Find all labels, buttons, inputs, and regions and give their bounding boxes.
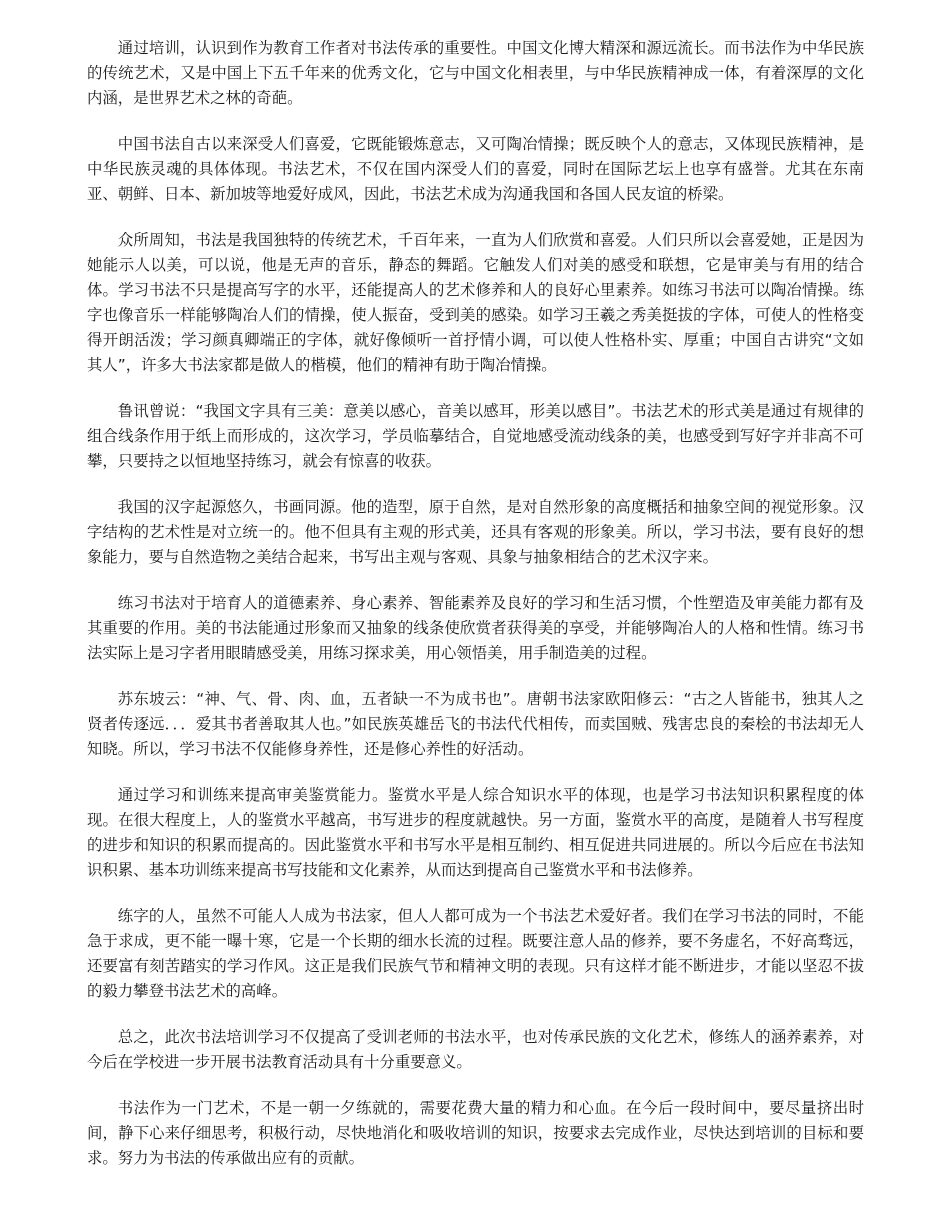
paragraph: 总之，此次书法培训学习不仅提高了受训老师的书法水平，也对传承民族的文化艺术，修练人的涵养素养，对今后在学校进一步开展书法教育活动具有十分重要意义。 — [87, 1028, 864, 1071]
paragraph: 鲁讯曾说：“我国文字具有三美：意美以感心，音美以感耳，形美以感目”。书法艺术的形式美是通过有规律的组合线条作用于纸上而形成的，这次学习，学员临摹结合，自觉地感受流动线条的美，也感受到写好字并非高不可攀，只要持之以恒地坚持练习，就会有惊喜的收获。 — [87, 402, 864, 470]
paragraph: 练习书法对于培育人的道德素养、身心素养、智能素养及良好的学习和生活习惯，个性塑造及审美能力都有及其重要的作用。美的书法能通过形象而又抽象的线条使欣赏者获得美的享受，并能够陶冶人的人格和性情。练习书法实际上是习字者用眼睛感受美，用练习探求美，用心领悟美，用手制造美的过程。 — [87, 594, 864, 662]
paragraph: 通过培训，认识到作为教育工作者对书法传承的重要性。中国文化博大精深和源远流长。而书法作为中华民族的传统艺术，又是中国上下五千年来的优秀文化，它与中国文化相表里，与中华民族精神成一体，有着深厚的文化内涵，是世界艺术之林的奇葩。 — [87, 39, 864, 107]
paragraph: 通过学习和训练来提高审美鉴赏能力。鉴赏水平是人综合知识水平的体现，也是学习书法知识积累程度的体现。在很大程度上，人的鉴赏水平越高，书写进步的程度就越快。另一方面，鉴赏水平的高度，是随着人书写程度的进步和知识的积累而提高的。因此鉴赏水平和书写水平是相互制约、相互促进共同进展的。所以今后应在书法知识积累、基本功训练来提高书写技能和文化素养，从而达到提高自己鉴赏水平和书法修养。 — [87, 786, 864, 879]
document-body — [87, 36, 864, 1192]
paragraph: 我国的汉字起源悠久，书画同源。他的造型，原于自然，是对自然形象的高度概括和抽象空间的视觉形象。汉字结构的艺术性是对立统一的。他不但具有主观的形式美，还具有客观的形象美。所以，学习书法，要有良好的想象能力，要与自然造物之美结合起来，书写出主观与客观、具象与抽象相结合的艺术汉字来。 — [87, 498, 864, 566]
paragraph: 苏东坡云：“神、气、骨、肉、血，五者缺一不为成书也”。唐朝书法家欧阳修云：“古之人皆能书，独其人之贤者传逐远．．．爱其书者善取其人也。”如民族英雄岳飞的书法代代相传，而卖国贼、残害忠良的秦桧的书法却无人知晓。所以，学习书法不仅能修身养性，还是修心养性的好活动。 — [87, 690, 864, 758]
paragraph: 中国书法自古以来深受人们喜爱，它既能锻炼意志，又可陶冶情操；既反映个人的意志，又体现民族精神，是中华民族灵魂的具体体现。书法艺术，不仅在国内深受人们的喜爱，同时在国际艺坛上也享有盛誉。尤其在东南亚、朝鲜、日本、新加坡等地爱好成风，因此，书法艺术成为沟通我国和各国人民友谊的桥梁。 — [87, 135, 864, 203]
paragraph: 书法作为一门艺术，不是一朝一夕练就的，需要花费大量的精力和心血。在今后一段时间中，要尽量挤出时间，静下心来仔细思考，积极行动，尽快地消化和吸收培训的知识，按要求去完成作业，尽快达到培训的目标和要求。努力为书法的传承做出应有的贡献。 — [87, 1099, 864, 1167]
paragraph: 众所周知，书法是我国独特的传统艺术，千百年来，一直为人们欣赏和喜爱。人们只所以会喜爱她，正是因为她能示人以美，可以说，他是无声的音乐，静态的舞蹈。它触发人们对美的感受和联想，它是审美与有用的结合体。学习书法不只是提高写字的水平，还能提高人的艺术修养和人的良好心里素养。如练习书法可以陶冶情操。练字也像音乐一样能够陶冶人们的情操，使人振奋，受到美的感染。如学习王羲之秀美挺拔的字体，可使人的性格变得开朗活泼；学习颜真卿端正的字体，就好像倾听一首抒情小调，可以使人性格朴实、厚重；中国自古讲究“文如其人”，许多大书法家都是做人的楷模，他们的精神有助于陶冶情操。 — [87, 231, 864, 374]
paragraph: 练字的人，虽然不可能人人成为书法家，但人人都可成为一个书法艺术爱好者。我们在学习书法的同时，不能急于求成，更不能一曝十寒，它是一个长期的细水长流的过程。既要注意人品的修养，要不务虚名，不好高骛远，还要富有刻苦踏实的学习作风。这正是我们民族气节和精神文明的表现。只有这样才能不断进步，才能以坚忍不拔的毅力攀登书法艺术的高峰。 — [87, 907, 864, 1000]
